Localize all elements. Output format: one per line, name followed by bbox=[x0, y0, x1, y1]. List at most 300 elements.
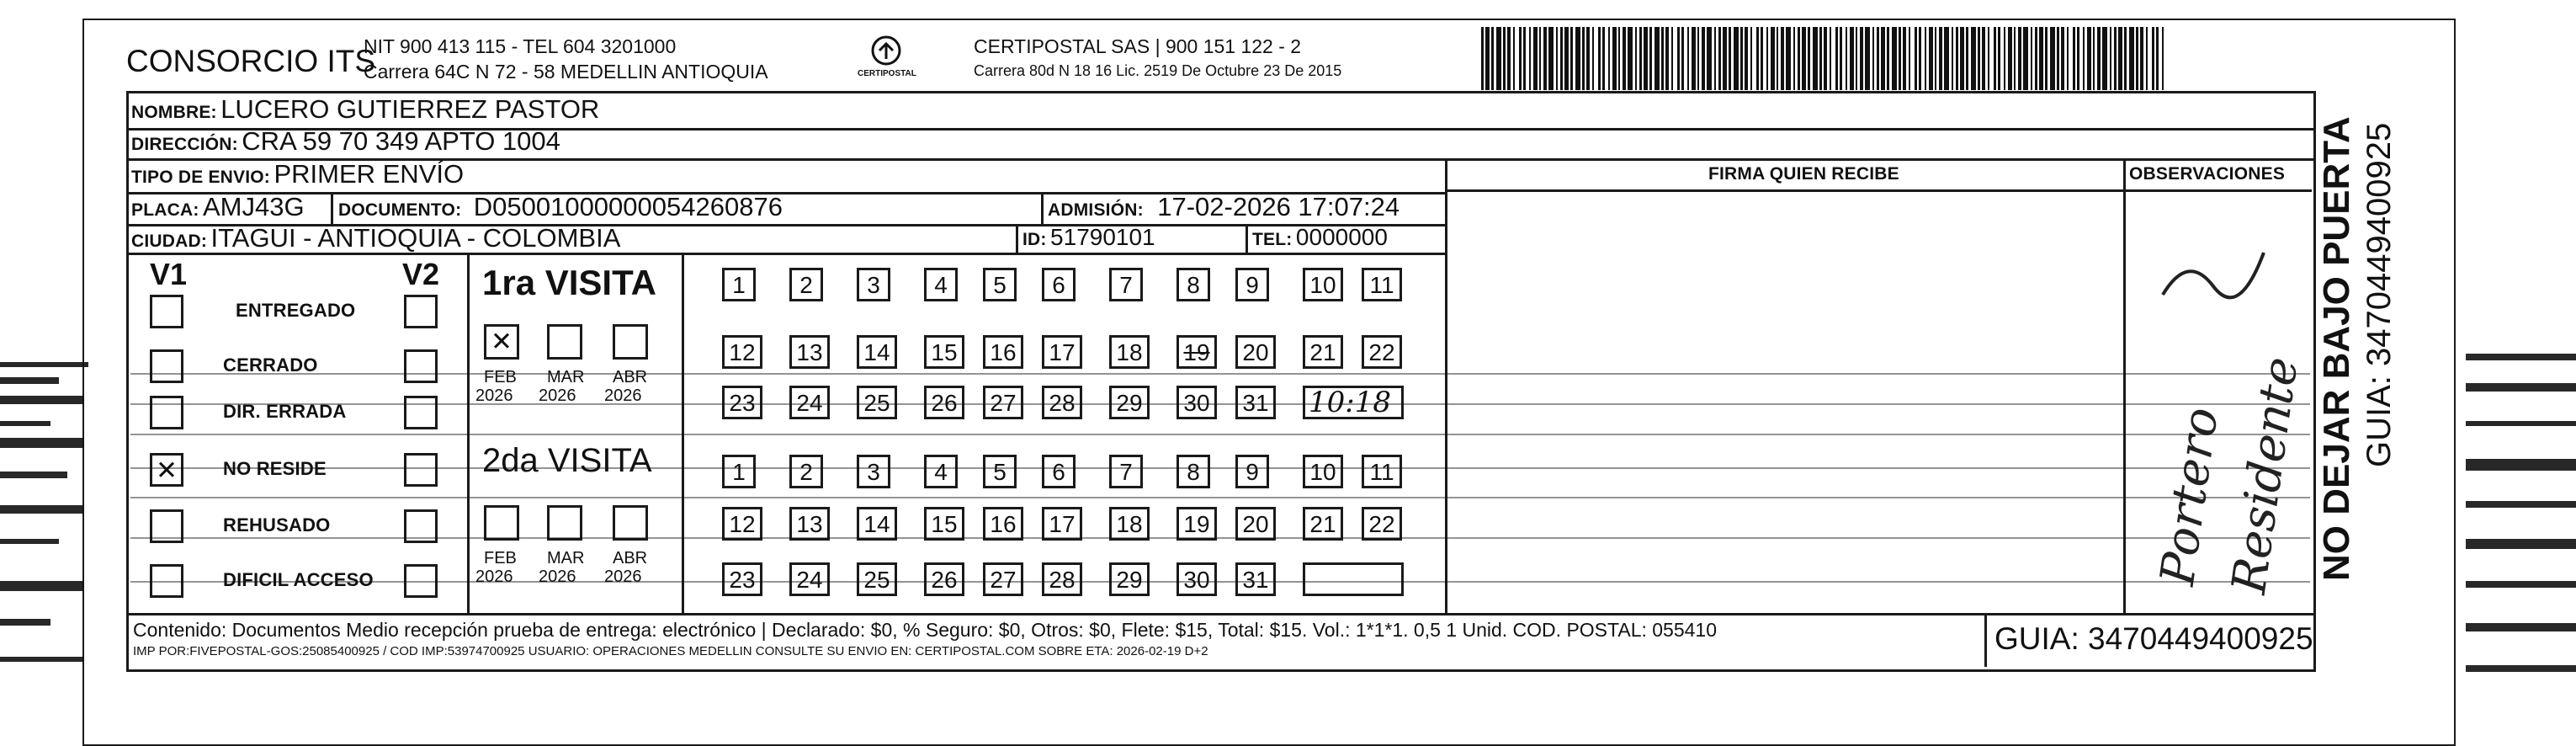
type-row bbox=[131, 159, 464, 189]
day-box[interactable]: 28 bbox=[1042, 562, 1082, 596]
address-row bbox=[131, 126, 560, 157]
scan-streak bbox=[2466, 623, 2576, 631]
day-box[interactable]: 24 bbox=[789, 386, 830, 419]
day-box[interactable]: 20 bbox=[1235, 507, 1276, 541]
barcode-bar bbox=[1665, 27, 1669, 90]
day-box[interactable]: 1 bbox=[722, 268, 756, 301]
barcode-bar bbox=[1519, 27, 1522, 90]
barcode-bar bbox=[1671, 27, 1673, 90]
barcode-bar bbox=[2162, 27, 2164, 90]
day-box[interactable]: 6 bbox=[1042, 268, 1076, 301]
month-label: ABR bbox=[613, 549, 648, 567]
scan-streak bbox=[0, 396, 84, 404]
status-option-label: ENTREGADO bbox=[236, 300, 356, 321]
barcode-bar bbox=[1777, 27, 1778, 90]
scan-streak bbox=[0, 619, 50, 626]
barcode-bar bbox=[1570, 27, 1573, 90]
barcode-bar bbox=[1846, 27, 1847, 90]
scan-streak bbox=[130, 434, 2310, 435]
day-box[interactable]: 8 bbox=[1176, 268, 1210, 301]
day-box[interactable]: 3 bbox=[857, 455, 890, 488]
first-visit-label: 1ra VISITA bbox=[482, 263, 656, 302]
certipostal-logo bbox=[858, 34, 916, 81]
v2-checkbox[interactable] bbox=[404, 349, 438, 383]
day-box[interactable]: 31 bbox=[1235, 386, 1276, 419]
v1-label: V1 bbox=[150, 257, 188, 291]
year-label: 2026 bbox=[539, 567, 576, 586]
month-checkbox[interactable] bbox=[613, 324, 648, 360]
company-nit: NIT 900 413 115 - TEL 604 3201000 bbox=[364, 35, 677, 57]
barcode-bar bbox=[1919, 27, 1921, 90]
recipient-address: CRA 59 70 349 APTO 1004 bbox=[242, 126, 560, 156]
barcode-bar bbox=[2073, 27, 2075, 90]
barcode-bar bbox=[1702, 27, 1705, 90]
barcode-bar bbox=[1952, 27, 1953, 90]
day-box[interactable]: 22 bbox=[1362, 335, 1402, 369]
barcode-bar bbox=[2045, 27, 2048, 90]
month-label: MAR bbox=[547, 368, 585, 386]
day-box[interactable]: 26 bbox=[924, 386, 964, 419]
barcode-bar bbox=[1485, 27, 1490, 90]
day-box[interactable]: 14 bbox=[857, 335, 897, 369]
shipment-type: PRIMER ENVÍO bbox=[274, 159, 465, 189]
id-row bbox=[1022, 224, 1155, 251]
year-label: 2026 bbox=[604, 567, 642, 586]
barcode-bar bbox=[1802, 27, 1806, 90]
scan-streak bbox=[130, 403, 2310, 405]
barcode-bar bbox=[1840, 27, 1842, 90]
barcode-bar bbox=[1523, 27, 1526, 90]
day-box[interactable]: 27 bbox=[983, 386, 1023, 419]
barcode-bar bbox=[1602, 27, 1605, 90]
day-box[interactable]: 13 bbox=[789, 335, 830, 369]
barcode-bar bbox=[1750, 27, 1752, 90]
city-label: CIUDAD: bbox=[131, 232, 208, 251]
day-box[interactable]: 15 bbox=[924, 507, 964, 541]
day-box[interactable]: 13 bbox=[789, 507, 830, 541]
barcode-bar bbox=[1723, 27, 1727, 90]
observations-header: OBSERVACIONES bbox=[2129, 164, 2286, 184]
observation-handwriting-1: Portero bbox=[2150, 404, 2229, 589]
barcode-bar bbox=[2129, 27, 2134, 90]
barcode-bar bbox=[2023, 27, 2028, 90]
scan-streak bbox=[2466, 354, 2576, 360]
barcode-bar bbox=[2097, 27, 2101, 90]
barcode-bar bbox=[1860, 27, 1863, 90]
barcode-bar bbox=[1998, 27, 2000, 90]
barcode-bar bbox=[2067, 27, 2069, 90]
day-box[interactable]: 17 bbox=[1042, 335, 1082, 369]
admission-row bbox=[1048, 192, 1400, 222]
barcode-bar bbox=[1856, 27, 1857, 90]
barcode-bar bbox=[1729, 27, 1731, 90]
year-label: 2026 bbox=[475, 386, 513, 405]
scan-streak bbox=[0, 505, 84, 514]
day-box[interactable]: 14 bbox=[857, 507, 897, 541]
admission-value: 17-02-2026 17:07:24 bbox=[1157, 192, 1400, 221]
barcode bbox=[1481, 27, 2171, 90]
status-option-label: NO RESIDE bbox=[223, 458, 327, 479]
barcode-bar bbox=[1644, 27, 1648, 90]
barcode-bar bbox=[2110, 27, 2111, 90]
month-checkbox[interactable] bbox=[484, 505, 519, 541]
scan-streak bbox=[130, 537, 2310, 539]
v2-checkbox[interactable] bbox=[404, 396, 438, 429]
day-box[interactable]: 16 bbox=[983, 507, 1023, 541]
barcode-bar bbox=[2118, 27, 2122, 90]
name-row bbox=[131, 94, 599, 125]
barcode-bar bbox=[2039, 27, 2043, 90]
content-line: Contenido: Documentos Medio recepción prueba de entrega: electrónico | Declarado: $0, % Seguro: $0, Otros: $0, Flete: $15, Total: $15. Vol.: 1*1*1. 0,5 1 Unid. COD. POSTAL: 055410 bbox=[133, 619, 1718, 641]
observation-check-scribble bbox=[2154, 236, 2272, 312]
status-option-label: DIR. ERRADA bbox=[223, 401, 347, 422]
barcode-bar bbox=[1798, 27, 1800, 90]
barcode-bar bbox=[1618, 27, 1620, 90]
barcode-bar bbox=[1539, 27, 1541, 90]
barcode-bar bbox=[1835, 27, 1838, 90]
v1-checkbox[interactable] bbox=[150, 349, 183, 383]
barcode-bar bbox=[1872, 27, 1874, 90]
second-visit-label: 2da VISITA bbox=[482, 442, 652, 479]
day-box[interactable]: 31 bbox=[1235, 562, 1276, 596]
month-checkbox[interactable] bbox=[547, 324, 582, 360]
barcode-bar bbox=[2014, 27, 2016, 90]
day-box[interactable]: 11 bbox=[1362, 268, 1402, 301]
v2-label: V2 bbox=[402, 257, 440, 291]
barcode-bar bbox=[1909, 27, 1910, 90]
barcode-bar bbox=[1628, 27, 1633, 90]
day-box[interactable]: 4 bbox=[924, 455, 958, 488]
day-box[interactable]: 8 bbox=[1176, 455, 1210, 488]
barcode-bar bbox=[1771, 27, 1775, 90]
barcode-bar bbox=[1697, 27, 1699, 90]
barcode-bar bbox=[2057, 27, 2059, 90]
handwritten-time: 10:18 bbox=[1309, 386, 1391, 419]
tel-label: TEL: bbox=[1252, 230, 1293, 249]
id-label: ID: bbox=[1022, 230, 1047, 249]
day-box[interactable]: 3 bbox=[857, 268, 890, 301]
barcode-bar bbox=[1556, 27, 1558, 90]
barcode-bar bbox=[1956, 27, 1958, 90]
certipostal-info: CERTIPOSTAL SAS | 900 151 122 - 2 bbox=[974, 35, 1302, 57]
v1-checkbox[interactable] bbox=[150, 396, 183, 429]
time-box[interactable] bbox=[1303, 562, 1404, 596]
scan-streak bbox=[0, 438, 84, 448]
year-label: 2026 bbox=[604, 386, 642, 405]
barcode-bar bbox=[1887, 27, 1889, 90]
day-box[interactable]: 1 bbox=[722, 455, 756, 488]
barcode-bar bbox=[2035, 27, 2037, 90]
header bbox=[88, 25, 2310, 93]
recipient-name: LUCERO GUTIERREZ PASTOR bbox=[220, 94, 600, 124]
scan-streak bbox=[2466, 581, 2576, 588]
barcode-bar bbox=[2031, 27, 2032, 90]
barcode-bar bbox=[1575, 27, 1580, 90]
side-warning: NO DEJAR BAJO PUERTA bbox=[2316, 116, 2357, 581]
footer-guia: GUIA: 3470449400925 bbox=[1994, 621, 2313, 656]
barcode-bar bbox=[2083, 27, 2085, 90]
day-box[interactable]: 29 bbox=[1109, 386, 1150, 419]
logo-caption: CERTIPOSTAL bbox=[858, 69, 916, 78]
day-box[interactable]: 10 bbox=[1303, 268, 1343, 301]
barcode-bar bbox=[2136, 27, 2138, 90]
barcode-bar bbox=[1661, 27, 1664, 90]
barcode-bar bbox=[1988, 27, 1989, 90]
barcode-bar bbox=[1586, 27, 1590, 90]
barcode-bar bbox=[1598, 27, 1601, 90]
certipostal-license: Carrera 80d N 18 16 Lic. 2519 De Octubre 23 De 2015 bbox=[974, 62, 1342, 79]
barcode-bar bbox=[1692, 27, 1696, 90]
barcode-bar bbox=[2124, 27, 2127, 90]
side-guia: GUIA: 3470449400925 bbox=[2361, 122, 2398, 467]
barcode-bar bbox=[1813, 27, 1818, 90]
barcode-bar bbox=[1944, 27, 1949, 90]
print-line: IMP POR:FIVEPOSTAL-GOS:25085400925 / COD IMP:53974700925 USUARIO: OPERACIONES MEDELLIN CONSULTE SU ENVIO EN: CERTIPOSTAL.COM SOBRE ETA: 2026-02-19 D+2 bbox=[133, 644, 1208, 658]
scan-streak bbox=[130, 373, 2310, 375]
day-box[interactable]: 16 bbox=[983, 335, 1023, 369]
barcode-bar bbox=[2050, 27, 2055, 90]
plate-value: AMJ43G bbox=[202, 192, 305, 221]
day-box[interactable]: 19 bbox=[1176, 507, 1217, 541]
scan-streak bbox=[0, 539, 59, 544]
day-box[interactable]: 9 bbox=[1235, 268, 1269, 301]
day-box[interactable]: 2 bbox=[789, 455, 823, 488]
day-box[interactable]: 30 bbox=[1176, 386, 1217, 419]
day-box[interactable]: 12 bbox=[722, 335, 762, 369]
barcode-bar bbox=[1761, 27, 1763, 90]
barcode-bar bbox=[2018, 27, 2021, 90]
day-box[interactable]: 30 bbox=[1176, 562, 1217, 596]
barcode-bar bbox=[1513, 27, 1515, 90]
barcode-bar bbox=[1850, 27, 1854, 90]
name-label: NOMBRE: bbox=[131, 103, 217, 122]
barcode-bar bbox=[1564, 27, 1569, 90]
barcode-bar bbox=[1899, 27, 1901, 90]
scan-streak bbox=[0, 377, 59, 384]
day-box[interactable]: 28 bbox=[1042, 386, 1082, 419]
day-box[interactable]: 23 bbox=[722, 386, 762, 419]
admission-label: ADMISIÓN: bbox=[1048, 200, 1144, 220]
day-box[interactable]: 9 bbox=[1235, 455, 1269, 488]
day-box[interactable]: 27 bbox=[983, 562, 1023, 596]
barcode-bar bbox=[1687, 27, 1689, 90]
barcode-bar bbox=[1649, 27, 1652, 90]
day-box[interactable]: 18 bbox=[1109, 507, 1150, 541]
barcode-bar bbox=[1781, 27, 1784, 90]
day-box[interactable]: 10 bbox=[1303, 455, 1343, 488]
barcode-bar bbox=[1481, 27, 1484, 90]
barcode-bar bbox=[1982, 27, 1985, 90]
scan-streak bbox=[2466, 539, 2576, 549]
day-box[interactable]: 26 bbox=[924, 562, 964, 596]
scan-streak bbox=[0, 657, 84, 662]
barcode-bar bbox=[1915, 27, 1917, 90]
day-box[interactable]: 21 bbox=[1303, 507, 1343, 541]
tel-row bbox=[1252, 224, 1388, 251]
barcode-bar bbox=[1865, 27, 1870, 90]
barcode-bar bbox=[1994, 27, 1996, 90]
barcode-bar bbox=[1503, 27, 1506, 90]
scan-streak bbox=[130, 581, 2310, 583]
barcode-bar bbox=[1745, 27, 1748, 90]
barcode-bar bbox=[1935, 27, 1936, 90]
document-value: D05001000000054260876 bbox=[473, 192, 783, 221]
day-box[interactable]: 7 bbox=[1109, 455, 1143, 488]
day-box[interactable]: 19 bbox=[1176, 335, 1217, 369]
barcode-bar bbox=[1592, 27, 1594, 90]
city-row bbox=[131, 223, 620, 253]
barcode-bar bbox=[1892, 27, 1897, 90]
barcode-bar bbox=[1824, 27, 1827, 90]
barcode-bar bbox=[1971, 27, 1976, 90]
barcode-bar bbox=[1939, 27, 1942, 90]
type-label: TIPO DE ENVIO: bbox=[131, 168, 270, 187]
tel-value: 0000000 bbox=[1295, 224, 1388, 250]
barcode-bar bbox=[1507, 27, 1511, 90]
barcode-bar bbox=[1881, 27, 1885, 90]
barcode-bar bbox=[1639, 27, 1642, 90]
scan-streak bbox=[2466, 459, 2576, 471]
signature-header: FIRMA QUIEN RECIBE bbox=[1708, 164, 1899, 184]
barcode-bar bbox=[1756, 27, 1759, 90]
day-box[interactable]: 22 bbox=[1362, 507, 1402, 541]
barcode-bar bbox=[2061, 27, 2064, 90]
day-box[interactable]: 24 bbox=[789, 562, 830, 596]
barcode-bar bbox=[1560, 27, 1563, 90]
day-box[interactable]: 2 bbox=[789, 268, 823, 301]
month-label: FEB bbox=[484, 549, 517, 567]
observation-handwriting-2: Residente bbox=[2222, 354, 2309, 598]
scan-streak bbox=[2466, 383, 2576, 392]
scan-streak bbox=[2466, 501, 2576, 508]
document-label: DOCUMENTO: bbox=[338, 200, 462, 220]
barcode-bar bbox=[2093, 27, 2095, 90]
status-option-label: REHUSADO bbox=[223, 514, 331, 536]
barcode-bar bbox=[1786, 27, 1791, 90]
barcode-bar bbox=[2077, 27, 2079, 90]
barcode-bar bbox=[2152, 27, 2154, 90]
month-label: ABR bbox=[613, 368, 648, 386]
day-box[interactable]: 21 bbox=[1303, 335, 1343, 369]
day-box[interactable]: 4 bbox=[924, 268, 958, 301]
month-label: FEB bbox=[484, 368, 517, 386]
barcode-bar bbox=[1718, 27, 1721, 90]
barcode-bar bbox=[1612, 27, 1617, 90]
barcode-bar bbox=[1533, 27, 1538, 90]
scan-streak bbox=[130, 467, 2310, 469]
barcode-bar bbox=[1819, 27, 1822, 90]
barcode-bar bbox=[1548, 27, 1554, 90]
barcode-bar bbox=[2146, 27, 2148, 90]
day-box[interactable]: 15 bbox=[924, 335, 964, 369]
barcode-bar bbox=[1925, 27, 1926, 90]
status-option-label: DIFICIL ACCESO bbox=[223, 569, 374, 590]
v2-checkbox[interactable] bbox=[404, 295, 438, 328]
plate-row bbox=[131, 192, 305, 222]
day-box[interactable]: 23 bbox=[722, 562, 762, 596]
barcode-bar bbox=[2114, 27, 2117, 90]
day-box[interactable]: 12 bbox=[722, 507, 762, 541]
document-row bbox=[338, 192, 783, 222]
city-value: ITAGUI - ANTIOQUIA - COLOMBIA bbox=[210, 223, 621, 253]
v2-checkbox[interactable] bbox=[404, 453, 438, 487]
barcode-bar bbox=[1707, 27, 1712, 90]
barcode-bar bbox=[1654, 27, 1660, 90]
day-box[interactable]: 25 bbox=[857, 386, 897, 419]
barcode-bar bbox=[2004, 27, 2005, 90]
barcode-bar bbox=[1714, 27, 1716, 90]
barcode-bar bbox=[1734, 27, 1739, 90]
scan-streak bbox=[0, 581, 84, 591]
v1-checkbox[interactable] bbox=[150, 295, 183, 328]
day-box[interactable]: 25 bbox=[857, 562, 897, 596]
barcode-bar bbox=[1623, 27, 1626, 90]
barcode-bar bbox=[1681, 27, 1684, 90]
day-box[interactable]: 5 bbox=[983, 268, 1017, 301]
barcode-bar bbox=[1903, 27, 1906, 90]
company-name: CONSORCIO ITS bbox=[126, 44, 376, 78]
barcode-bar bbox=[1978, 27, 1980, 90]
barcode-bar bbox=[2156, 27, 2159, 90]
barcode-bar bbox=[1929, 27, 1933, 90]
id-value: 51790101 bbox=[1050, 224, 1155, 250]
day-box[interactable]: 5 bbox=[983, 455, 1017, 488]
address-label: DIRECCIÓN: bbox=[131, 135, 238, 154]
scan-streak bbox=[2466, 421, 2576, 426]
barcode-bar bbox=[1960, 27, 1964, 90]
barcode-bar bbox=[1677, 27, 1680, 90]
company-address: Carrera 64C N 72 - 58 MEDELLIN ANTIOQUIA bbox=[364, 61, 768, 83]
day-box[interactable]: 7 bbox=[1109, 268, 1143, 301]
barcode-bar bbox=[1766, 27, 1768, 90]
barcode-bar bbox=[1608, 27, 1610, 90]
barcode-bar bbox=[1491, 27, 1494, 90]
day-box[interactable]: 18 bbox=[1109, 335, 1150, 369]
barcode-bar bbox=[1740, 27, 1743, 90]
v1-checkbox[interactable]: ✕ bbox=[150, 453, 183, 487]
day-box[interactable]: 20 bbox=[1235, 335, 1276, 369]
barcode-bar bbox=[1793, 27, 1795, 90]
barcode-bar bbox=[1543, 27, 1547, 90]
barcode-bar bbox=[2140, 27, 2143, 90]
barcode-bar bbox=[1496, 27, 1501, 90]
month-checkbox[interactable] bbox=[613, 505, 648, 541]
barcode-bar bbox=[1529, 27, 1531, 90]
scan-streak bbox=[0, 362, 88, 367]
month-checkbox[interactable]: ✕ bbox=[484, 324, 519, 360]
barcode-bar bbox=[1877, 27, 1879, 90]
plate-label: PLACA: bbox=[131, 200, 199, 220]
month-checkbox[interactable] bbox=[547, 505, 582, 541]
year-label: 2026 bbox=[539, 386, 576, 405]
barcode-bar bbox=[2008, 27, 2012, 90]
scan-streak bbox=[2466, 665, 2576, 672]
month-label: MAR bbox=[547, 549, 585, 567]
day-box[interactable]: 17 bbox=[1042, 507, 1082, 541]
scan-streak bbox=[0, 421, 50, 426]
scan-streak bbox=[0, 472, 67, 478]
year-label: 2026 bbox=[475, 567, 513, 586]
day-box[interactable]: 11 bbox=[1362, 455, 1402, 488]
barcode-bar bbox=[1808, 27, 1810, 90]
day-box[interactable]: 6 bbox=[1042, 455, 1076, 488]
barcode-bar bbox=[1582, 27, 1585, 90]
day-box[interactable]: 29 bbox=[1109, 562, 1150, 596]
barcode-bar bbox=[1635, 27, 1637, 90]
barcode-bar bbox=[2102, 27, 2107, 90]
scan-streak bbox=[130, 497, 2310, 498]
barcode-bar bbox=[1966, 27, 1968, 90]
